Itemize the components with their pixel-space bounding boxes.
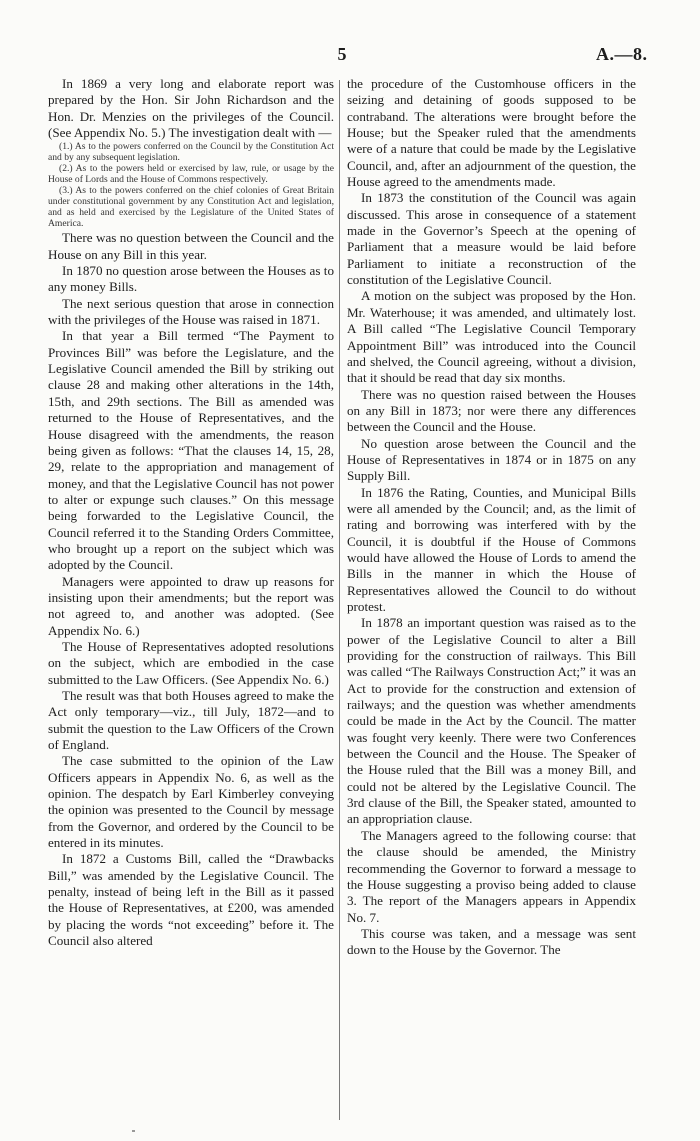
paragraph: In 1876 the Rating, Counties, and Municipal Bills were all amended by the Council; and, as the limit of rating and borrowing was interfered with by the Council, it is doubtful if the House of Commons would have allowed the House of Lords to amend the Bills in the manner in which the House of Representatives allowed the Council to do without protest. <box>347 484 636 614</box>
paragraph: No question arose between the Council and the House of Representatives in 1874 or in 1875 on any Supply Bill. <box>347 435 636 484</box>
document-code: A.—8. <box>596 44 648 64</box>
column-divider <box>339 80 340 1120</box>
paragraph: Managers were appointed to draw up reasons for insisting upon their amendments; but the report was not agreed to, and another was adopted. (See Appendix No. 6.) <box>48 573 334 638</box>
list-item: (2.) As to the powers held or exercised by law, rule, or usage by the House of Lords and the House of Commons respectively. <box>48 163 334 186</box>
investigation-points-list <box>48 141 334 229</box>
paragraph: In 1872 a Customs Bill, called the “Drawbacks Bill,” was amended by the Legislative Council. The penalty, instead of being left in the Bill as it passed the House of Representatives, at £200, was amended by placing the words “not exceeding” before it. The Council also altered <box>48 851 334 949</box>
paragraph: In 1873 the constitution of the Council was again discussed. This arose in consequence of a statement made in the Governor’s Speech at the opening of Parliament that a measure would be laid before Parliament to initiate a reconstruction of the constitution of the Legislative Council. <box>347 190 636 288</box>
paragraph: This course was taken, and a message was sent down to the House by the Governor. The <box>347 925 636 958</box>
paragraph: A motion on the subject was proposed by the Hon. Mr. Waterhouse; it was amended, and ultimately lost. A Bill called “The Legislative Council Temporary Appointment Bill” was introduced into the Council and shelved, the Council agreeing, without a division, that it should be read that day six months. <box>347 288 636 386</box>
paragraph: In 1878 an important question was raised as to the power of the Legislative Council to alter a Bill providing for the construction of railways. This Bill was called “The Railways Construction Act;” it was an Act to provide for the construction and extension of railways; and the question was whether amendments could be made in the Act by the Council. The matter was fought very keenly. There were two Conferences between the Council and the House. The Speaker of the House ruled that the Bill was a money Bill, and could not be altered by the Legislative Council. The 3rd clause of the Bill, the Speaker stated, amounted to an appropriation clause. <box>347 615 636 827</box>
paragraph: In 1870 no question arose between the Houses as to any money Bills. <box>48 263 334 295</box>
paragraph: There was no question raised between the Houses on any Bill in 1873; nor were there any differences between the Council and the House. <box>347 386 636 435</box>
paragraph: The result was that both Houses agreed to make the Act only temporary—viz., till July, 1872—and to submit the question to the Law Officers of the Crown of England. <box>48 688 334 753</box>
paragraph: the procedure of the Customhouse officers in the seizing and detaining of goods supposed to be contraband. The alterations were brought before the House; but the Speaker ruled that the amendments were of a nature that could be made by the Legislative Council, and, after an adjournment of the question, the House agreed to the amendments made. <box>347 76 636 190</box>
paragraph: There was no question between the Council and the House on any Bill in this year. <box>48 230 334 262</box>
paragraph: In 1869 a very long and elaborate report was prepared by the Hon. Sir John Richardson and the Hon. Dr. Menzies on the privileges of the Council. (See Appendix No. 5.) The investigation dealt with — <box>48 76 334 141</box>
left-column <box>48 76 334 950</box>
right-column <box>347 76 636 959</box>
paragraph: The House of Representatives adopted resolutions on the subject, which are embodied in the case submitted to the Law Officers. (See Appendix No. 6.) <box>48 638 334 687</box>
paragraph: The case submitted to the opinion of the Law Officers appears in Appendix No. 6, as well as the opinion. The despatch by Earl Kimberley conveying the opinion was presented to the Council by message from the Governor, and ordered by the Council to be entered in its minutes. <box>48 753 334 851</box>
paragraph: The next serious question that arose in connection with the privileges of the House was raised in 1871. <box>48 295 334 328</box>
list-item: (3.) As to the powers conferred on the chief colonies of Great Britain under constitutional government by any Constitution Act and legislation, and as held and exercised by the Legislature of the United States of America. <box>48 185 334 230</box>
paragraph: The Managers agreed to the following course: that the clause should be amended, the Ministry recommending the Governor to forward a message to the House suggesting a proviso being added to clause 3. The report of the Managers appears in Appendix No. 7. <box>347 827 636 925</box>
paragraph: In that year a Bill termed “The Payment to Provinces Bill” was before the Legislature, and the Legislative Council amended the Bill by striking out clause 28 and making other alterations in the 14th, 15th, and 29th sections. The Bill as amended was returned to the House of Representatives, and the House disagreed with the amendments, the reason being given as follows: “That the clauses 14, 15, 28, 29, relate to the appropriation and management of money, and that the Legislative Council has not power to alter or expunge such clauses.” On this message being forwarded to the Legislative Council, the Council referred it to the Standing Orders Committee, who brought up a report on the subject which was adopted by the Council. <box>48 328 334 573</box>
page-number: 5 <box>337 44 347 64</box>
scan-mark <box>132 1130 135 1132</box>
list-item: (1.) As to the powers conferred on the Council by the Constitution Act and by any subsequent legislation. <box>48 141 334 164</box>
